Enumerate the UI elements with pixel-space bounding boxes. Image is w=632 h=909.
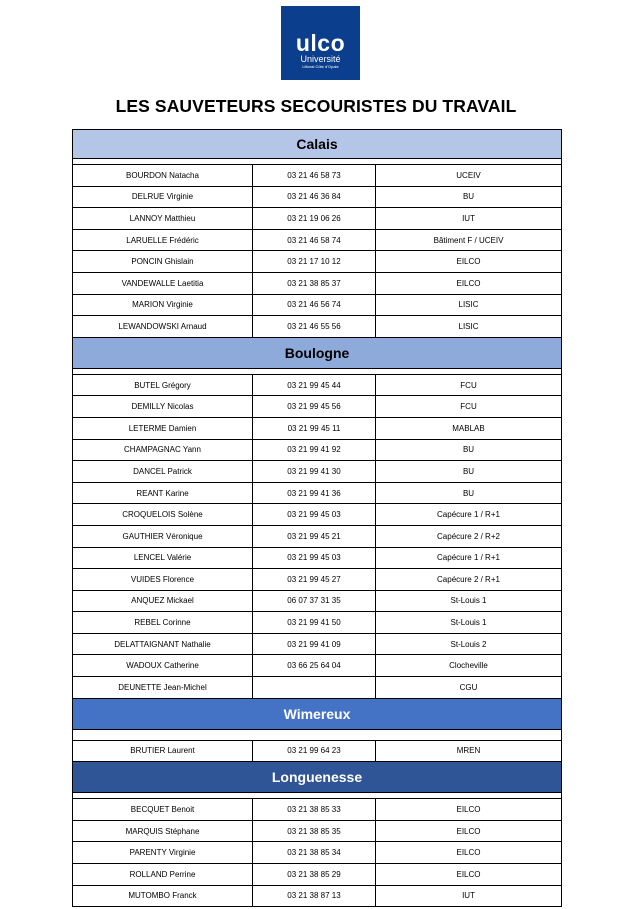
- logo-university: Université: [300, 54, 341, 64]
- table-row: [73, 885, 562, 907]
- phone-number: 03 21 99 45 27: [253, 569, 376, 591]
- section-title: Longuenesse: [73, 762, 562, 793]
- table-row: [73, 396, 562, 418]
- person-name: LARUELLE Frédéric: [73, 229, 253, 251]
- location: FCU: [376, 396, 562, 418]
- phone-number: 03 21 99 41 92: [253, 439, 376, 461]
- phone-number: 03 21 99 41 36: [253, 482, 376, 504]
- location: EILCO: [376, 272, 562, 294]
- person-name: DEMILLY Nicolas: [73, 396, 253, 418]
- phone-number: 03 21 17 10 12: [253, 251, 376, 273]
- location: LISIC: [376, 316, 562, 338]
- table-row: [73, 482, 562, 504]
- table-row: [73, 417, 562, 439]
- location: Capécure 1 / R+1: [376, 547, 562, 569]
- location: EILCO: [376, 799, 562, 821]
- person-name: CHAMPAGNAC Yann: [73, 439, 253, 461]
- table-row: [73, 569, 562, 591]
- person-name: MARQUIS Stéphane: [73, 820, 253, 842]
- person-name: ANQUEZ Mickael: [73, 590, 253, 612]
- table-row: [73, 186, 562, 208]
- phone-number: 03 21 38 85 35: [253, 820, 376, 842]
- location: Capécure 2 / R+1: [376, 569, 562, 591]
- location: Clocheville: [376, 655, 562, 677]
- university-logo: [281, 6, 360, 80]
- logo-tagline: Littoral Côte d'Opale: [302, 64, 339, 69]
- table-row: [73, 612, 562, 634]
- person-name: BECQUET Benoit: [73, 799, 253, 821]
- table-row: [73, 165, 562, 187]
- location: Bâtiment F / UCEIV: [376, 229, 562, 251]
- person-name: LENCEL Valérie: [73, 547, 253, 569]
- person-name: REANT Karine: [73, 482, 253, 504]
- table-row: [73, 272, 562, 294]
- table-row: [73, 374, 562, 396]
- person-name: BOURDON Natacha: [73, 165, 253, 187]
- table-row: [73, 294, 562, 316]
- person-name: GAUTHIER Véronique: [73, 525, 253, 547]
- location: EILCO: [376, 864, 562, 886]
- person-name: WADOUX Catherine: [73, 655, 253, 677]
- person-name: PARENTY Virginie: [73, 842, 253, 864]
- phone-number: 03 21 19 06 26: [253, 208, 376, 230]
- person-name: LANNOY Matthieu: [73, 208, 253, 230]
- location: IUT: [376, 885, 562, 907]
- location: EILCO: [376, 251, 562, 273]
- table-row: [73, 547, 562, 569]
- phone-number: [253, 677, 376, 699]
- location: BU: [376, 439, 562, 461]
- person-name: PONCIN Ghislain: [73, 251, 253, 273]
- location: BU: [376, 186, 562, 208]
- table-row: [73, 525, 562, 547]
- table-row: [73, 439, 562, 461]
- table-row: [73, 799, 562, 821]
- section-title: Wimereux: [73, 698, 562, 729]
- location: CGU: [376, 677, 562, 699]
- table-row: [73, 820, 562, 842]
- person-name: DELRUE Virginie: [73, 186, 253, 208]
- phone-number: 03 21 99 45 56: [253, 396, 376, 418]
- phone-number: 03 21 99 45 11: [253, 417, 376, 439]
- person-name: VANDEWALLE Laetitia: [73, 272, 253, 294]
- location: UCEIV: [376, 165, 562, 187]
- location: EILCO: [376, 842, 562, 864]
- location: St-Louis 2: [376, 633, 562, 655]
- logo-mark: ulco: [295, 30, 346, 56]
- section-header-calais: [73, 130, 562, 159]
- phone-number: 06 07 37 31 35: [253, 590, 376, 612]
- person-name: DEUNETTE Jean-Michel: [73, 677, 253, 699]
- table-row: [73, 842, 562, 864]
- phone-number: 03 21 38 87 13: [253, 885, 376, 907]
- table-row: [73, 655, 562, 677]
- location: BU: [376, 482, 562, 504]
- person-name: MUTOMBO Franck: [73, 885, 253, 907]
- location: IUT: [376, 208, 562, 230]
- table-row: [73, 251, 562, 273]
- phone-number: 03 21 99 41 50: [253, 612, 376, 634]
- section-title: Calais: [73, 130, 562, 159]
- person-name: CROQUELOIS Solène: [73, 504, 253, 526]
- person-name: BUTEL Grégory: [73, 374, 253, 396]
- rescuers-table: [72, 129, 562, 907]
- table-row: [73, 740, 562, 762]
- person-name: ROLLAND Perrine: [73, 864, 253, 886]
- phone-number: 03 21 38 85 34: [253, 842, 376, 864]
- phone-number: 03 21 99 45 21: [253, 525, 376, 547]
- table-row: [73, 208, 562, 230]
- phone-number: 03 21 99 45 44: [253, 374, 376, 396]
- phone-number: 03 21 38 85 37: [253, 272, 376, 294]
- phone-number: 03 21 99 41 30: [253, 461, 376, 483]
- location: Capécure 2 / R+2: [376, 525, 562, 547]
- phone-number: 03 21 46 56 74: [253, 294, 376, 316]
- table-row: [73, 633, 562, 655]
- phone-number: 03 66 25 64 04: [253, 655, 376, 677]
- person-name: DELATTAIGNANT Nathalie: [73, 633, 253, 655]
- section-header-boulogne: [73, 337, 562, 368]
- section-title: Boulogne: [73, 337, 562, 368]
- section-header-wimereux: [73, 698, 562, 729]
- location: LISIC: [376, 294, 562, 316]
- table-row: [73, 229, 562, 251]
- table-row: [73, 461, 562, 483]
- location: EILCO: [376, 820, 562, 842]
- person-name: VUIDES Florence: [73, 569, 253, 591]
- table-row: [73, 590, 562, 612]
- location: MABLAB: [376, 417, 562, 439]
- table-row: [73, 316, 562, 338]
- phone-number: 03 21 46 58 74: [253, 229, 376, 251]
- phone-number: 03 21 99 41 09: [253, 633, 376, 655]
- person-name: BRUTIER Laurent: [73, 740, 253, 762]
- table-row: [73, 677, 562, 699]
- table-row: [73, 504, 562, 526]
- location: BU: [376, 461, 562, 483]
- phone-number: 03 21 99 45 03: [253, 504, 376, 526]
- phone-number: 03 21 99 64 23: [253, 740, 376, 762]
- location: St-Louis 1: [376, 612, 562, 634]
- phone-number: 03 21 38 85 29: [253, 864, 376, 886]
- person-name: REBEL Corinne: [73, 612, 253, 634]
- phone-number: 03 21 38 85 33: [253, 799, 376, 821]
- person-name: LETERME Damien: [73, 417, 253, 439]
- location: St-Louis 1: [376, 590, 562, 612]
- person-name: MARION Virginie: [73, 294, 253, 316]
- person-name: LEWANDOWSKI Arnaud: [73, 316, 253, 338]
- table-row: [73, 864, 562, 886]
- phone-number: 03 21 46 55 56: [253, 316, 376, 338]
- location: Capécure 1 / R+1: [376, 504, 562, 526]
- location: FCU: [376, 374, 562, 396]
- location: MREN: [376, 740, 562, 762]
- person-name: DANCEL Patrick: [73, 461, 253, 483]
- section-spacer: [73, 729, 562, 740]
- phone-number: 03 21 46 36 84: [253, 186, 376, 208]
- page-title: LES SAUVETEURS SECOURISTES DU TRAVAIL: [115, 96, 517, 116]
- phone-number: 03 21 99 45 03: [253, 547, 376, 569]
- section-header-longuenesse: [73, 762, 562, 793]
- phone-number: 03 21 46 58 73: [253, 165, 376, 187]
